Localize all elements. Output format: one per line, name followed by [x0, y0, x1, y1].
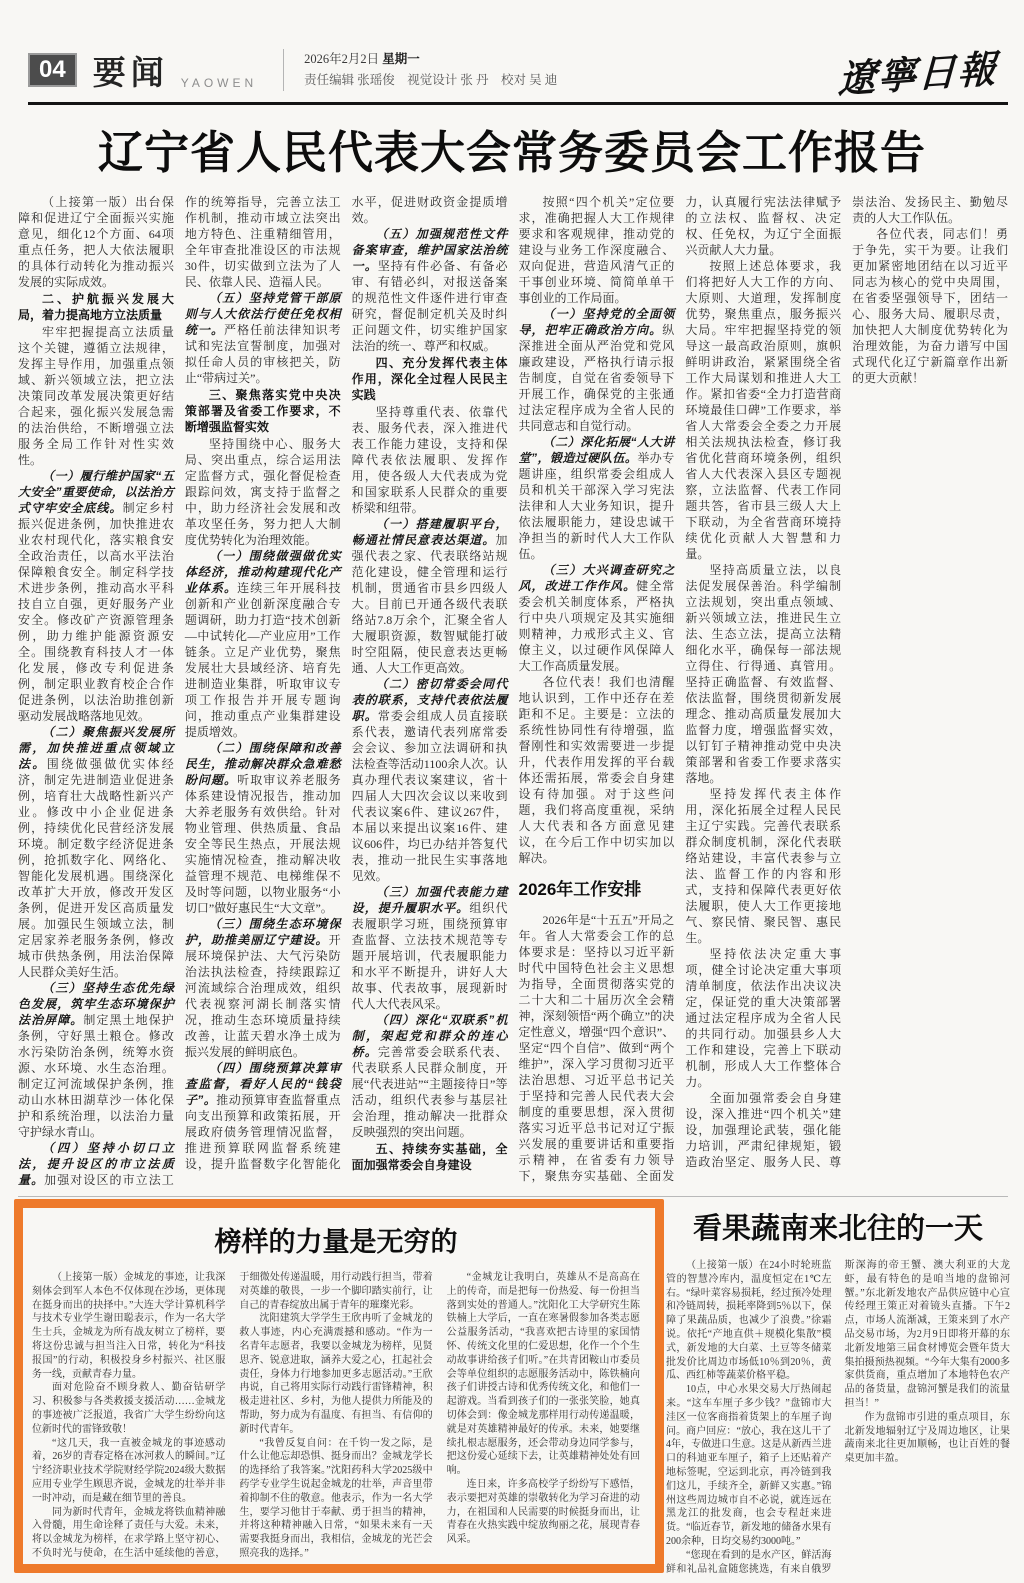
- main_article-paragraph: 五、持续夯实基础，全面加强常委会自身建设: [351, 1142, 508, 1172]
- main_article-paragraph: （五）加强规范性文件备案审查，维护国家法治统一。坚持有件必备、有备必审、有错必纠，对报送备案的规范性文件逐件进行审查研究，督促制定机关及时纠正问题文件，切实维护国家法治的统一、尊严和权威。: [351, 227, 508, 353]
- main_article-paragraph: 四、充分发挥代表主体作用，深化全过程人民民主实践: [351, 356, 508, 402]
- main_article-paragraph-lead: （四）深化“双联系”机制，架起党和群众的连心桥。: [351, 1013, 508, 1059]
- highlight_article-paragraph: 同为新时代青年，金城龙将铁血精神融入骨髓，用生命诠释了责任与大爱。未来，将以金城龙为榜样，在求学路上坚守初心、不负时光与使命，在生活中延续他的善意，于细微处传递温暖，用行动践行担当，带着对英雄的敬畏，一步一个脚印踏实前行，让自己的青春绽放出属于青年的璀璨光彩。: [32, 1272, 433, 1559]
- main_article-paragraph-lead: （二）围绕保障和改善民生，推动解决群众急难愁盼问题。: [184, 741, 341, 787]
- right_article-paragraph: （上接第一版）在24小时轮班监管的智慧冷库内，温度恒定在1℃左右。“绿叶菜容易损耗，经过预冷处理和冷链周转，损耗率降到5％以下，保障了果蔬品质，也减少了浪费。”徐霜说。依托“产地直供＋规模化集散”模式，新发地的大白菜、土豆等冬储菜批发价比周边市场低10％到20％，黄瓜、西红柿等蔬菜价格平稳。: [666, 1260, 832, 1382]
- right-article-title: 看果蔬南来北往的一天: [692, 1213, 983, 1245]
- highlight_article-paragraph: 面对危险奋不顾身救人、勤奋钻研学习、积极参与各类救援支援活动……金城龙的事迹被广泛报道，我省广大学生纷纷向这位新时代的雷锋致敬！: [32, 1382, 226, 1435]
- main_article-paragraph: （二）聚焦振兴发展所需，加快推进重点领域立法。围绕做强做优实体经济，制定先进制造业促进条例，培育壮大战略性新兴产业。修改中小企业促进条例，持续优化民营经济发展环境。制定数字经济促进条例，抢抓数字化、网络化、智能化发展机遇。围绕深化改革扩大开放，修改开发区条例，促进开发区高质量发展。加强民生领域立法，制定居家养老服务条例，修改城市供热条例，用法治保障人民群众美好生活。: [18, 725, 174, 979]
- main_article-paragraph: （二）深化拓展“人大讲堂”，锻造过硬队伍。举办专题讲座，组织常委会组成人员和机关干部深入学习宪法法律和人大业务知识，提升依法履职能力，建设忠诚干净担当的新时代人大工作队伍。: [518, 435, 675, 561]
- main_article-paragraph: （三）大兴调查研究之风，改进工作作风。健全常委会机关制度体系，严格执行中央八项规定及其实施细则精神，力戒形式主义、官僚主义，以过硬作风保障人大工作高质量发展。: [518, 563, 675, 673]
- main_article-paragraph-lead: （五）坚持党管干部原则与人大依法行使任免权相统一。: [184, 291, 341, 337]
- page-number-badge: 04: [28, 53, 77, 87]
- main_article-paragraph-lead: （二）聚焦振兴发展所需，加快推进重点领域立法。: [18, 725, 174, 771]
- highlight_article-paragraph: （上接第一版）金城龙的事迹，让我深刻体会到军人本色不仅体现在沙场，更体现在挺身而出的抉择中。”大连大学计算机科学与技术专业学生谢田聪表示，作为一名大学生士兵，金城龙为所有战友树立了榜样，要将这份忠诚与担当注入日常，转化为“科技报国”的行动，积极投身乡村振兴、社区服务一线，贡献青春力量。: [32, 1272, 226, 1380]
- main_article-paragraph: （四）深化“双联系”机制，架起党和群众的连心桥。完善常委会联系代表、代表联系人民群众制度，开展“代表进站”“主题接待日”等活动，组织代表参与基层社会治理，推动解决一批群众反映强烈的突出问题。: [351, 1013, 508, 1139]
- main_article-paragraph-lead: （四）坚持小切口立法，提升设区的市立法质量。: [18, 1141, 174, 1187]
- main_article-paragraph: 2026年是“十五五”开局之年。省人大常委会工作的总体要求是：坚持以习近平新时代中国特色社会主义思想为指导，全面贯彻落实党的二十大和二十届历次全会精神，深刻领悟“两个确立”的决定性意义，增强“四个意识”、坚定“四个自信”、做到“两个维护”，深入学习贯彻习近平法治思想、习近平总书记关于坚持和完善人民代表大会制度的重要思想，深入贯彻落实习近平总书记对辽宁振兴发展的重要讲话和重要指示精神，在省委有力领导下，聚焦夯实基础、全面发力，认真履行宪法法律赋予的立法权、监督权、决定权、任免权，为辽宁全面振兴贡献人大力量。: [518, 195, 842, 1183]
- main_article-paragraph: （四）围绕预算决算审查监督，看好人民的“钱袋子”。推动预算审查监督重点向支出预算和政策拓展，开展政府债务管理情况监督，推进预算联网监督系统建设，提升监督数字化智能化水平，促进财政资金提质增效。: [184, 195, 508, 1171]
- masthead: [28, 40, 1004, 100]
- main-article-body: [18, 194, 1008, 1194]
- masthead-rule: [28, 102, 1008, 105]
- main_article-paragraph: 2026年工作安排: [518, 880, 642, 899]
- main_article-paragraph: （一）履行维护国家“五大安全”重要使命，以法治方式守牢安全底线。制定乡村振兴促进条例，加快推进农业农村现代化，落实粮食安全政治责任，以高水平法治保障粮食安全。制定科学技术进步条例，推动高水平科技自立自强，更好服务产业安全。修改矿产资源管理条例，助力维护能源资源安全。围绕教育科技人才一体化发展，修改专利促进条例，制定职业教育校企合作促进条例，以法治助推创新驱动发展战略落地见效。: [18, 469, 174, 723]
- editors-line: 责任编辑 张瑶俊 视觉设计 张 丹 校对 吴 迪: [304, 73, 558, 87]
- main_article-paragraph: （二）围绕保障和改善民生，推动解决群众急难愁盼问题。听取审议养老服务体系建设情况报告，推动加大养老服务有效供给。针对物业管理、供热质量、食品安全等民生热点，开展法规实施情况检查，推动解决收益管理不规范、电梯维保不及时等问题，以物业服务“小切口”做好惠民生“大文章”。: [184, 741, 341, 915]
- main_article-paragraph-lead: （一）履行维护国家“五大安全”重要使命，以法治方式守牢安全底线。: [18, 469, 174, 515]
- section-pinyin: YAOWEN: [180, 76, 258, 90]
- highlight-article-title: 榜样的力量是无穷的: [214, 1227, 458, 1257]
- date-text: 2026年2月2日: [304, 52, 380, 66]
- right_article-paragraph: “您现在看到的是水产区，鲜活海鲜和礼品礼盒随您挑选，有来自俄罗斯深海的帝王蟹、澳大利亚的大龙虾，最有特色的是咱当地的盘锦河蟹。”东北新发地农产品供应链中心宣传经理王策正对着镜头直播。下午2点，市场人流渐减，王策来到了水产品交易市场，为2月9日即将开幕的东北新发地第三届食材博览会暨年货大集拍摄预热视频。“今年大集有2000多家供货商，重点增加了本地特色农产品的备货量，盘锦河蟹是我们的流量担当！”: [666, 1260, 1010, 1575]
- main_article-paragraph-lead: （三）坚持生态优先绿色发展，筑牢生态环境保护法治屏障。: [18, 981, 174, 1027]
- main_article-paragraph-lead: （一）搭建履职平台，畅通社情民意表达渠道。: [351, 517, 508, 547]
- main_article-paragraph-lead: （一）坚持党的全面领导，把牢正确政治方向。: [518, 307, 675, 337]
- main_article-paragraph: 坚持围绕中心、服务大局、突出重点，综合运用法定监督方式，强化督促检查跟踪问效，寓支持于监督之中，助力经济社会发展和改革攻坚任务，努力把人大制度优势转化为治理效能。: [184, 437, 341, 547]
- main_article-paragraph: （一）搭建履职平台，畅通社情民意表达渠道。加强代表之家、代表联络站规范化建设，健全管理和运行机制，贯通省市县乡四级人大。目前已开通各级代表联络站7.8万余个，汇聚全省人大履职资源，数智赋能打破时空阻隔，使民意表达更畅通、人大工作更高效。: [351, 517, 508, 675]
- main_article-paragraph-lead: （一）围绕做强做优实体经济，推动构建现代化产业体系。: [184, 549, 341, 595]
- main_article-paragraph: 各位代表，同志们！勇于争先，实干为要。让我们更加紧密地团结在以习近平同志为核心的党中央周围，在省委坚强领导下，团结一心、服务大局、履职尽责，加快把人大制度优势转化为治理效能，为奋力谱写中国式现代化辽宁新篇章作出新的更大贡献！: [852, 227, 1008, 385]
- date-editors-block: [304, 49, 557, 91]
- highlight-article: [32, 1220, 640, 1560]
- main_article-paragraph: 按照上述总体要求，我们将把好人大工作的方向、大原则、大道理，发挥制度优势，聚焦重点，服务振兴大局。牢牢把握坚持党的领导这一最高政治原则，旗帜鲜明讲政治，紧紧围绕全省工作大局谋划和推进人大工作。紧扣省委“全力打造营商环境最佳口碑”工作要求，举省人大常委会全委之力开展相关法规执法检查，修订我省优化营商环境条例，组织省人大代表深入县区专题视察，立法监督、代表工作同题共答，省市县三级人大上下联动，为全省营商环境持续优化贡献人大智慧和力量。: [685, 259, 842, 561]
- main_article-paragraph: 各位代表！我们也清醒地认识到，工作中还存在差距和不足。主要是：立法的系统性协同性有待增强，监督刚性和实效需要进一步提升，代表作用发挥的平台载体还需拓展，常委会自身建设有待加强。对于这些问题，我们将高度重视，采纳人大代表和各方面意见建议，在今后工作中切实加以解决。: [518, 675, 675, 865]
- main_article-paragraph-lead: （三）围绕生态环境保护，助推美丽辽宁建设。: [184, 917, 341, 947]
- main_article-paragraph: （三）坚持生态优先绿色发展，筑牢生态环境保护法治屏障。制定黑土地保护条例，守好黑土粮仓。修改水污染防治条例，统筹水资源、水环境、水生态治理。制定辽河流域保护条例，推动山水林田湖草沙一体化保护和系统治理，以法治力量守护绿水青山。: [18, 981, 174, 1139]
- highlight_article-paragraph: “我曾反复自问：在千钧一发之际，是什么让他忘却恐惧、挺身而出？金城龙学长的选择给了我答案。”沈阳药科大学2025级中药学专业学生说起金城龙的壮举，声音里带着抑制不住的敬意。他表示，作为一名大学生，要学习他甘于奉献、勇于担当的精神，并将这种精神融入日常，“如果未来有一天需要我挺身而出，我相信，金城龙的光芒会照亮我的选择。”: [239, 1437, 433, 1559]
- main_article-paragraph-lead: （五）加强规范性文件备案审查，维护国家法治统一。: [351, 227, 508, 273]
- highlight_article-paragraph: 沈阳建筑大学学生王欣冉听了金城龙的救人事迹，内心充满震撼和感动。“作为一名青年志愿者，我要以金城龙为榜样，见贤思齐、锐意进取，涵养大爱之心，扛起社会责任，身体力行地参加更多志愿活动。”王欣冉说，自己将用实际行动践行雷锋精神，积极走进社区、乡村，为他人提供力所能及的帮助，努力成为有温度、有担当、有信仰的新时代青年。: [239, 1313, 433, 1435]
- main-headline: 辽宁省人民代表大会常务委员会工作报告: [97, 127, 926, 178]
- main_article-paragraph: 按照“四个机关”定位要求，准确把握人大工作规律要求和客观规律，推动党的建设与业务工作深度融合、双向促进，营造风清气正的干事创业环境、简简单单干事创业的工作局面。: [518, 195, 675, 305]
- main_article-paragraph: （二）密切常委会同代表的联系，支持代表依法履职。常委会组成人员直接联系代表，邀请代表列席常委会会议、参加立法调研和执法检查等活动1100余人次。认真办理代表议案建议，省十四届人大四次会议以来收到代表议案6件、建议267件，本届以来提出议案16件、建议606件，均已办结并答复代表，推动一批民生实事落地见效。: [351, 677, 508, 883]
- main_article-paragraph: （一）围绕做强做优实体经济，推动构建现代化产业体系。连续三年开展科技创新和产业创新深度融合专题调研，助力打造“技术创新—中试转化—产业应用”工作链条。立足产业优势，聚焦发展壮大县域经济、培育先进制造业集群，听取审议专项工作报告并开展专题询问，推动重点产业集群建设提质增效。: [184, 549, 341, 739]
- main_article-paragraph-lead: （二）密切常委会同代表的联系，支持代表依法履职。: [351, 677, 508, 723]
- main_article-paragraph: （五）坚持党管干部原则与人大依法行使任免权相统一。严格任前法律知识考试和宪法宣誓制度，加强对拟任命人员的审核把关，防止“带病过关”。: [184, 291, 341, 385]
- highlight-article-body: [32, 1271, 640, 1563]
- main_article-paragraph: （一）坚持党的全面领导，把牢正确政治方向。纵深推进全面从严治党和党风廉政建设，严格执行请示报告制度，自觉在省委领导下开展工作，确保党的主张通过法定程序成为全省人民的共同意志和自觉行动。: [518, 307, 675, 433]
- section-separator-rule: [18, 1196, 1008, 1197]
- section-title: 要闻: [92, 55, 169, 92]
- main_article-paragraph-lead: （三）加强代表能力建设，提升履职水平。: [351, 885, 508, 915]
- right_article-paragraph: 10点，中心水果交易大厅热闹起来。“这车车厘子多少钱？”盘锦市大洼区一位客商指着货架上的车厘子询问。商户回应：“放心，我在这儿干了4年，专做进口生意。这是从新西兰进口的科迪亚车厘子，箱子上还贴着产地标签呢，空运到北京，再冷链到我们这儿，手续齐全，新鲜又实惠。”锦州这些周边城市自不必说，就连远在黑龙江的批发商，也会专程赶来进货。“临近春节，新发地的储备水果有200余种，日均交易约3000吨。”: [666, 1384, 832, 1547]
- main_article-paragraph: 坚持高质量立法，以良法促发展保善治。科学编制立法规划，突出重点领域、新兴领域立法，推进民生立法、生态立法，提高立法精细化水平，确保每一部法规立得住、行得通、真管用。坚持正确监督、有效监督、依法监督，围绕贯彻新发展理念、推动高质量发展加大监督力度，增强监督实效，以钉钉子精神推动党中央决策部署和省委工作要求落实落地。: [685, 563, 842, 785]
- weekday-text: 星期一: [382, 52, 420, 66]
- highlight_article-paragraph: “这几天，我一直被金城龙的事迹感动着，26岁的青春定格在冰河救人的瞬间。”辽宁经济职业技术学院财经学院2024级大数据应用专业学生顾思齐说，金城龙的壮举并非一时冲动，而是藏在细节里的善良。: [32, 1437, 226, 1504]
- main_article-paragraph: 三、聚焦落实党中央决策部署及省委工作要求，不断增强监督实效: [184, 388, 341, 434]
- main_article-paragraph-lead: （二）深化拓展“人大讲堂”，锻造过硬队伍。: [518, 435, 675, 465]
- main_article-paragraph-lead: （四）围绕预算决算审查监督，看好人民的“钱袋子”。: [184, 1061, 341, 1107]
- main_article-paragraph: 坚持尊重代表、依靠代表、服务代表，深入推进代表工作能力建设，支持和保障代表依法履职、发挥作用，使各级人大代表成为党和国家联系人民群众的重要桥梁和纽带。: [351, 405, 508, 515]
- date-line: [304, 49, 557, 70]
- main_article-paragraph: （三）加强代表能力建设，提升履职水平。组织代表履职学习班，围绕预算审查监督、立法技术规范等专题开展培训，代表履职能力和水平不断提升，讲好人大故事、代表故事，展现新时代人大代表风采。: [351, 885, 508, 1011]
- main_article-paragraph-lead: （三）大兴调查研究之风，改进工作作风。: [518, 563, 675, 593]
- right_article-paragraph: 作为盘锦市引进的重点项目，东北新发地辐射辽宁及周边地区，让果蔬南来北往更加顺畅，也让百姓的餐桌更加丰盈。: [844, 1411, 1010, 1465]
- main_article-paragraph: 全面加强常委会自身建设，深入推进“四个机关”建设，加强理论武装，强化能力培训，严肃纪律规矩，锻造政治坚定、服务人民、尊崇法治、发扬民主、勤勉尽责的人大工作队伍。: [685, 195, 1008, 1169]
- masthead-divider: [283, 49, 284, 91]
- highlight_article-paragraph: “金城龙让我明白，英雄从不是高高在上的传奇，而是把每一份热爱、每一份担当落到实处的普通人。”沈阳化工大学研究生陈铁楠上大学后，一直在寒暑假参加各类志愿公益服务活动，“我喜欢把古诗里的家国情怀、传统文化里的仁爱思想，化作一个个生动故事讲给孩子们听。”在共青团鞍山市委员会等单位组织的志愿服务活动中，陈铁楠向孩子们讲授古诗和优秀传统文化，和他们一起游戏。当看到孩子们的一张张笑脸，她真切体会到：像金城龙那样用行动传递温暖，就是对英雄精神最好的传承。未来，她要继续扎根志愿服务，还会带动身边同学参与，把这份爱心延续下去，让英雄精神处处有回响。: [446, 1272, 640, 1477]
- main_article-paragraph: （上接第一版）出台保障和促进辽宁全面振兴实施意见，细化12个方面、64项重点任务，把人大依法履职的具体行动转化为推动振兴发展的实际成效。: [18, 195, 174, 289]
- main_article-paragraph: 坚持发挥代表主体作用，深化拓展全过程人民民主辽宁实践。完善代表联系群众制度机制，深化代表联络站建设，丰富代表参与立法、监督工作的内容和形式，支持和保障代表更好依法履职，使人大工作更接地气、察民情、聚民智、惠民生。: [685, 787, 842, 945]
- highlight_article-paragraph: 连日来，许多高校学子纷纷写下感悟，表示要把对英雄的崇敬转化为学习奋进的动力，在祖国和人民需要的时候挺身而出，让青春在火热实践中绽放绚丽之花，展现青春风采。: [446, 1478, 640, 1546]
- main_article-paragraph: 坚持依法决定重大事项，健全讨论决定重大事项清单制度，依法作出决议决定，保证党的重大决策部署通过法定程序成为全省人民的共同行动。加强县乡人大工作和建设，完善上下联动机制，形成人大工作整体合力。: [685, 947, 842, 1089]
- main_article-paragraph: 牢牢把握提高立法质量这个关键，遵循立法规律，发挥主导作用，加强重点领域、新兴领域立法，把立法决策同改革发展决策更好结合起来，强化振兴发展急需的法治供给，不断增强立法服务全局工作针对性实效性。: [18, 325, 174, 467]
- right-article: [666, 1206, 1010, 1580]
- right-article-body: [666, 1259, 1010, 1577]
- newspaper-logo: 遼寧日報: [837, 45, 999, 102]
- main_article-paragraph: （四）坚持小切口立法，提升设区的市立法质量。加强对设区的市立法工作的统筹指导，完善立法工作机制，推动市域立法突出地方特色、注重精细管用，全年审查批准设区的市法规30件，切实做到立法为了人民、依靠人民、造福人民。: [18, 195, 341, 1187]
- main_article-paragraph: 二、护航振兴发展大局，着力提高地方立法质量: [18, 292, 174, 322]
- main_article-paragraph: （三）围绕生态环境保护，助推美丽辽宁建设。开展环境保护法、大气污染防治法执法检查，持续跟踪辽河流域综合治理成效，组织代表视察河湖长制落实情况，推动生态环境质量持续改善，让蓝天碧水净土成为振兴发展的鲜明底色。: [184, 917, 341, 1059]
